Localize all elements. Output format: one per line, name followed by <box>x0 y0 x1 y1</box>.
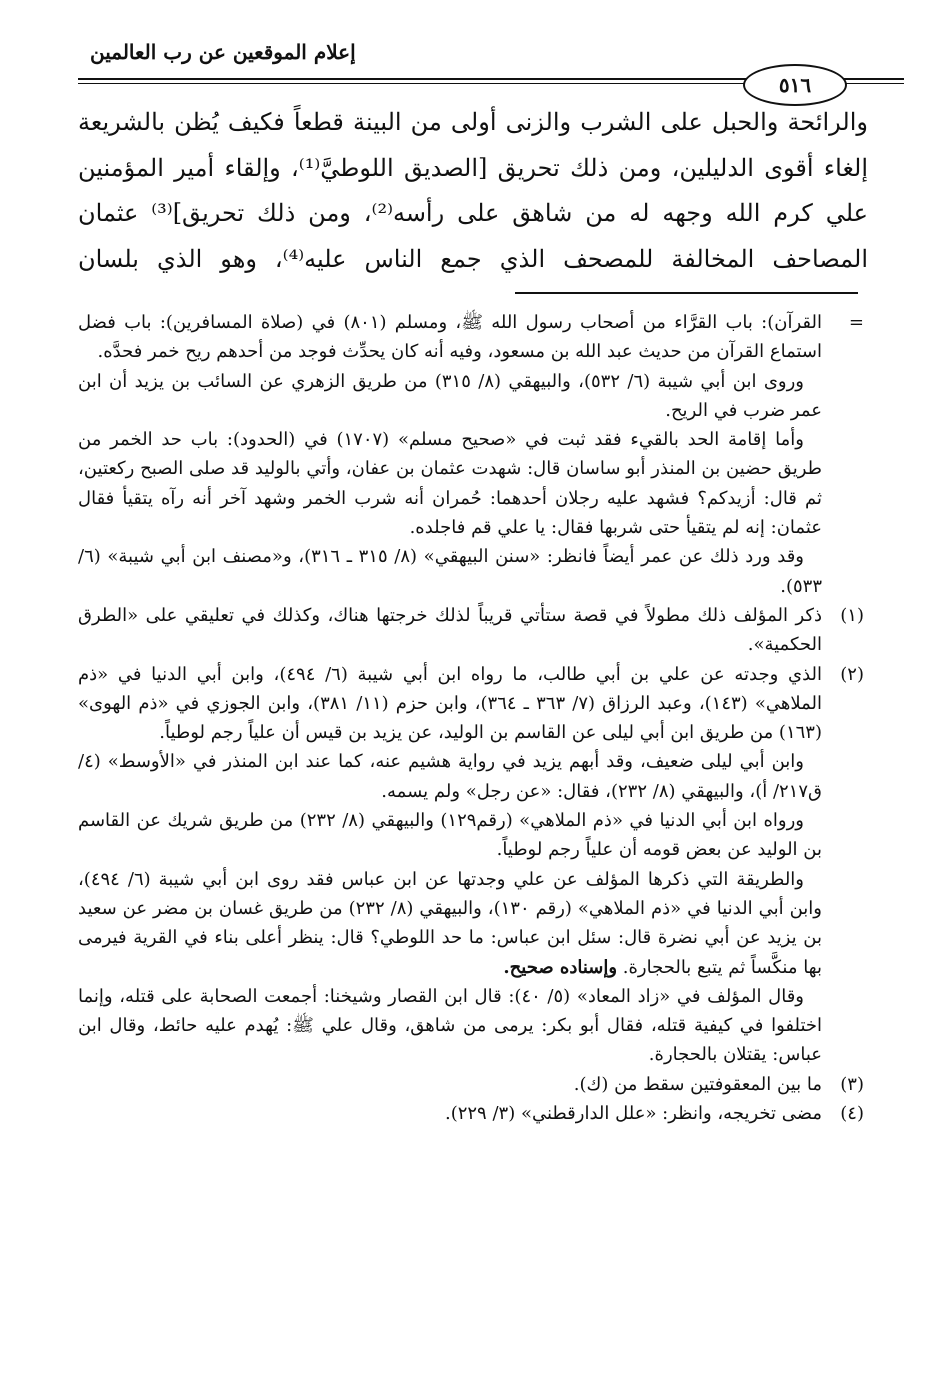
footnote-1 <box>78 601 864 660</box>
footnote-number: (٣) <box>840 1073 864 1095</box>
emphasis-text: وإسناده صحيح. <box>503 956 618 978</box>
footnote-4 <box>78 1099 864 1128</box>
footnote-paragraph: ما بين المعقوفتين سقط من (ك). <box>573 1073 822 1095</box>
footnote-text: والطريقة التي ذكرها المؤلف عن علي وجدتها عن ابن عباس فقد روى ابن أبي شيبة (٦/ ٤٩٤)، وابن أبي الدنيا في «ذم الملاهي» (رقم ١٣٠)، والبيهقي (٨/ ٢٣٢) من طريق غسان بن مضر عن سعيد بن يزيد عن أبي نضرة قال: سئل ابن عباس: ما حد اللوطي؟ قال: ينظر أعلى بناء في القرية فيرمى بها منكَّساً ثم يتبع بالحجارة. <box>78 868 822 978</box>
footnote-separator <box>515 292 858 294</box>
footnote-paragraph <box>78 865 822 982</box>
footnote-paragraph: وأما إقامة الحد بالقيء فقد ثبت في «صحيح مسلم» (١٧٠٧) في (الحدود): باب حد الخمر من طريق حضين بن المنذر أبو ساسان قال: شهدت عثمان بن عفان، وأتي بالوليد قد صلى الصبح ركعتين، ثم قال: أزيدكم؟ فشهد عليه رجلان أحدهما: حُمران أنه شرب الخمر وشهد آخر أنه رآه يتقيأ فقال عثمان: إنه لم يتقيأ حتى شربها فقال: يا علي قم فاجلده. <box>78 429 822 539</box>
main-text <box>78 100 868 282</box>
book-title: إعلام الموقعين عن رب العالمين <box>90 40 356 64</box>
footnote-paragraph: وقد ورد ذلك عن عمر أيضاً فانظر: «سنن البيهقي» (٨/ ٣١٥ ـ ٣١٦)، و«مصنف ابن أبي شيبة» (٦/ ٥٣٣). <box>78 546 822 597</box>
main-paragraph: والرائحة والحبل على الشرب والزنى أولى من البينة قطعاً فكيف يُظن بالشريعة إلغاء أقوى الدليلين، ومن ذلك تحريق [الصديق اللوطيَّ⁽¹⁾، وإلقاء أمير المؤمنين علي كرم الله وجهه له من شاهق على رأسه⁽²⁾، ومن ذلك تحريق]⁽³⁾ عثمان المصاحف المخالفة للمصحف الذي جمع الناس عليه⁽⁴⁾، وهو الذي بلسان <box>78 108 868 273</box>
footnote-paragraph: وروى ابن أبي شيبة (٦/ ٥٣٢)، والبيهقي (٨/ ٣١٥) من طريق الزهري عن السائب بن يزيد أن ابن عمر ضرب في الريح. <box>78 370 822 421</box>
footnote-number: (١) <box>840 604 864 626</box>
footnote-paragraph: ورواه ابن أبي الدنيا في «ذم الملاهي» (رقم١٢٩) والبيهقي (٨/ ٢٣٢) من طريق شريك عن القاسم بن الوليد عن بعض قومه أن علياً رجم لوطياً. <box>78 810 822 861</box>
footnote-number: (٢) <box>840 663 864 685</box>
footnote-paragraph: ذكر المؤلف ذلك مطولاً في قصة ستأتي قريباً لذلك خرجتها هناك، وكذلك في تعليقي على «الطرق الحكمية». <box>78 604 822 656</box>
page-header <box>38 34 904 97</box>
footnote-3 <box>78 1070 864 1099</box>
footnote-paragraph: الذي وجدته عن علي بن أبي طالب، ما رواه ابن أبي شيبة (٦/ ٤٩٤)، وابن أبي الدنيا في «ذم الملاهي» (١٤٣)، وعبد الرزاق (٧/ ٣٦٣ ـ ٣٦٤)، وابن حزم (١١/ ٣٨١)، وابن الجوزي في «ذم الهوى» (١٦٣) من طريق ابن أبي ليلى عن القاسم بن الوليد، عن يزيد بن قيس أن علياً رجم لوطياً. <box>78 663 823 744</box>
footnote-continued <box>78 308 864 601</box>
footnote-2 <box>78 660 864 1070</box>
footnote-paragraph: وابن أبي ليلى ضعيف، وقد أبهم يزيد في رواية هشيم عنه، كما عند ابن المنذر في «الأوسط» (٤/ ق٢١٧/ أ)، والبيهقي (٨/ ٢٣٢)، فقال: «عن رجل» ولم يسمه. <box>78 751 822 802</box>
footnote-number: (٤) <box>840 1103 864 1125</box>
footnote-paragraph: القرآن): باب القرَّاء من أصحاب رسول الله ﷺ، ومسلم (٨٠١) في (صلاة المسافرين): باب فضل استماع القرآن من حديث عبد الله بن مسعود، وفيه أنه كان يحدِّث فوجد من أحدهم ريح خمر فحدَّه. <box>78 312 822 363</box>
footnote-paragraph: وقال المؤلف في «زاد المعاد» (٥/ ٤٠): قال ابن القصار وشيخنا: أجمعت الصحابة على قتله، وإنما اختلفوا في كيفية قتله، فقال أبو بكر: يرمى من شاهق، وقال علي ﷺ: يُهدم عليه حائط، وقال ابن عباس: يقتلان بالحجارة. <box>78 985 822 1066</box>
page-number: ٥١٦ <box>743 64 847 106</box>
footnote-continuation-mark: = <box>848 312 864 333</box>
footnotes <box>78 308 864 1128</box>
footnote-paragraph: مضى تخريجه، وانظر: «علل الدارقطني» (٣/ ٢٢٩). <box>444 1103 822 1125</box>
